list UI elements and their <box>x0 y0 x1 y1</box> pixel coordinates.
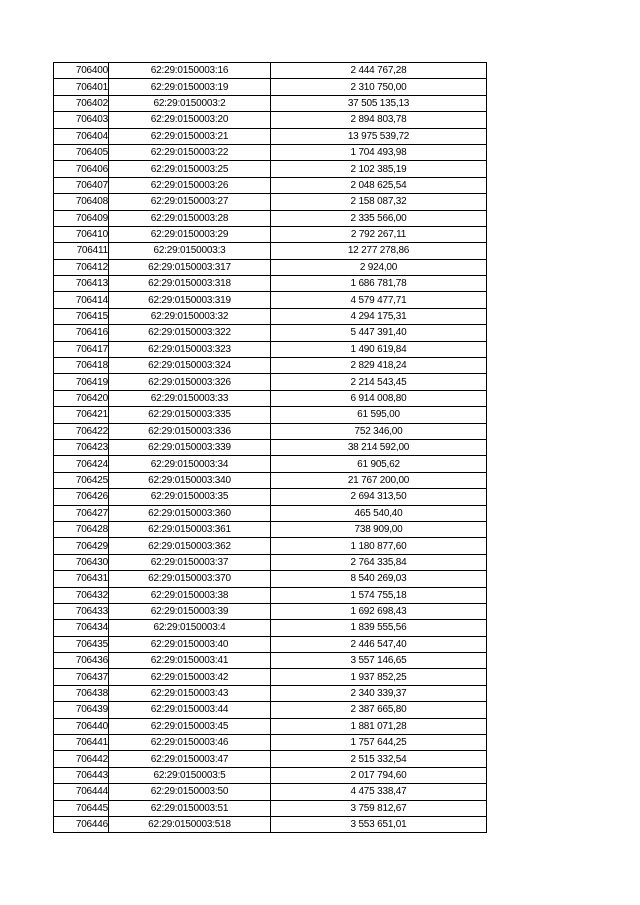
cadastral-value-cell: 2 310 750,00 <box>271 79 487 95</box>
cadastral-number-cell: 62:29:0150003:45 <box>109 718 271 734</box>
table-row <box>54 177 487 193</box>
cadastral-value-cell: 1 686 781,78 <box>271 276 487 292</box>
table-row <box>54 554 487 570</box>
cadastral-number-cell: 62:29:0150003:361 <box>109 521 271 537</box>
cadastral-value-cell: 4 475 338,47 <box>271 784 487 800</box>
cadastral-value-cell: 1 490 619,84 <box>271 341 487 357</box>
row-number-cell: 706403 <box>54 112 109 128</box>
table-row <box>54 620 487 636</box>
row-number-cell: 706427 <box>54 505 109 521</box>
table-row <box>54 423 487 439</box>
cadastral-value-cell: 2 694 313,50 <box>271 489 487 505</box>
cadastral-number-cell: 62:29:0150003:20 <box>109 112 271 128</box>
table-row <box>54 112 487 128</box>
cadastral-number-cell: 62:29:0150003:29 <box>109 226 271 242</box>
row-number-cell: 706420 <box>54 390 109 406</box>
cadastral-value-cell: 465 540,40 <box>271 505 487 521</box>
cadastral-value-cell: 4 579 477,71 <box>271 292 487 308</box>
cadastral-number-cell: 62:29:0150003:27 <box>109 194 271 210</box>
cadastral-value-cell: 38 214 592,00 <box>271 439 487 455</box>
table-row <box>54 95 487 111</box>
table-row <box>54 735 487 751</box>
cadastral-number-cell: 62:29:0150003:26 <box>109 177 271 193</box>
table-row <box>54 144 487 160</box>
row-number-cell: 706421 <box>54 407 109 423</box>
cadastral-value-cell: 61 595,00 <box>271 407 487 423</box>
cadastral-value-cell: 2 335 566,00 <box>271 210 487 226</box>
row-number-cell: 706439 <box>54 702 109 718</box>
cadastral-value-cell: 3 759 812,67 <box>271 800 487 816</box>
table-row <box>54 587 487 603</box>
cadastral-number-cell: 62:29:0150003:38 <box>109 587 271 603</box>
table-row <box>54 456 487 472</box>
row-number-cell: 706414 <box>54 292 109 308</box>
row-number-cell: 706407 <box>54 177 109 193</box>
cadastral-number-cell: 62:29:0150003:44 <box>109 702 271 718</box>
row-number-cell: 706413 <box>54 276 109 292</box>
table-row <box>54 243 487 259</box>
table-row <box>54 358 487 374</box>
cadastral-number-cell: 62:29:0150003:47 <box>109 751 271 767</box>
cadastral-value-cell: 738 909,00 <box>271 521 487 537</box>
cadastral-number-cell: 62:29:0150003:19 <box>109 79 271 95</box>
cadastral-number-cell: 62:29:0150003:41 <box>109 653 271 669</box>
table-row <box>54 784 487 800</box>
row-number-cell: 706412 <box>54 259 109 275</box>
cadastral-value-cell: 2 515 332,54 <box>271 751 487 767</box>
table-row <box>54 210 487 226</box>
table-row <box>54 276 487 292</box>
row-number-cell: 706406 <box>54 161 109 177</box>
cadastral-value-cell: 5 447 391,40 <box>271 325 487 341</box>
row-number-cell: 706428 <box>54 521 109 537</box>
table-row <box>54 521 487 537</box>
cadastral-value-cell: 1 704 493,98 <box>271 144 487 160</box>
cadastral-number-cell: 62:29:0150003:40 <box>109 636 271 652</box>
cadastral-value-cell: 1 839 555,56 <box>271 620 487 636</box>
table-row <box>54 538 487 554</box>
table-row <box>54 669 487 685</box>
row-number-cell: 706400 <box>54 63 109 79</box>
row-number-cell: 706441 <box>54 735 109 751</box>
cadastral-number-cell: 62:29:0150003:319 <box>109 292 271 308</box>
cadastral-number-cell: 62:29:0150003:3 <box>109 243 271 259</box>
cadastral-value-table <box>53 62 487 833</box>
table-row <box>54 63 487 79</box>
cadastral-value-cell: 1 937 852,25 <box>271 669 487 685</box>
row-number-cell: 706423 <box>54 439 109 455</box>
cadastral-number-cell: 62:29:0150003:39 <box>109 603 271 619</box>
cadastral-value-cell: 37 505 135,13 <box>271 95 487 111</box>
cadastral-number-cell: 62:29:0150003:360 <box>109 505 271 521</box>
row-number-cell: 706410 <box>54 226 109 242</box>
table-row <box>54 767 487 783</box>
cadastral-value-cell: 2 387 665,80 <box>271 702 487 718</box>
cadastral-value-cell: 1 757 644,25 <box>271 735 487 751</box>
cadastral-value-cell: 2 048 625,54 <box>271 177 487 193</box>
table-row <box>54 751 487 767</box>
cadastral-value-cell: 752 346,00 <box>271 423 487 439</box>
table-row <box>54 292 487 308</box>
table-row <box>54 816 487 832</box>
cadastral-number-cell: 62:29:0150003:317 <box>109 259 271 275</box>
cadastral-number-cell: 62:29:0150003:35 <box>109 489 271 505</box>
cadastral-value-cell: 2 446 547,40 <box>271 636 487 652</box>
table-row <box>54 702 487 718</box>
row-number-cell: 706415 <box>54 308 109 324</box>
cadastral-number-cell: 62:29:0150003:339 <box>109 439 271 455</box>
row-number-cell: 706425 <box>54 472 109 488</box>
cadastral-value-cell: 21 767 200,00 <box>271 472 487 488</box>
cadastral-number-cell: 62:29:0150003:25 <box>109 161 271 177</box>
cadastral-value-cell: 2 764 335,84 <box>271 554 487 570</box>
table-row <box>54 259 487 275</box>
cadastral-value-cell: 2 102 385,19 <box>271 161 487 177</box>
row-number-cell: 706404 <box>54 128 109 144</box>
row-number-cell: 706418 <box>54 358 109 374</box>
cadastral-value-cell: 2 017 794,60 <box>271 767 487 783</box>
cadastral-number-cell: 62:29:0150003:326 <box>109 374 271 390</box>
row-number-cell: 706442 <box>54 751 109 767</box>
table-row <box>54 636 487 652</box>
table-row <box>54 407 487 423</box>
row-number-cell: 706417 <box>54 341 109 357</box>
table-row <box>54 472 487 488</box>
table-row <box>54 128 487 144</box>
table-row <box>54 505 487 521</box>
row-number-cell: 706426 <box>54 489 109 505</box>
table-row <box>54 341 487 357</box>
row-number-cell: 706443 <box>54 767 109 783</box>
cadastral-value-cell: 61 905,62 <box>271 456 487 472</box>
cadastral-value-cell: 2 924,00 <box>271 259 487 275</box>
cadastral-number-cell: 62:29:0150003:43 <box>109 685 271 701</box>
cadastral-number-cell: 62:29:0150003:5 <box>109 767 271 783</box>
cadastral-value-cell: 1 881 071,28 <box>271 718 487 734</box>
cadastral-number-cell: 62:29:0150003:336 <box>109 423 271 439</box>
table-row <box>54 226 487 242</box>
row-number-cell: 706438 <box>54 685 109 701</box>
cadastral-number-cell: 62:29:0150003:51 <box>109 800 271 816</box>
cadastral-value-cell: 3 553 651,01 <box>271 816 487 832</box>
cadastral-value-cell: 12 277 278,86 <box>271 243 487 259</box>
cadastral-number-cell: 62:29:0150003:21 <box>109 128 271 144</box>
row-number-cell: 706429 <box>54 538 109 554</box>
cadastral-value-cell: 2 444 767,28 <box>271 63 487 79</box>
table-row <box>54 653 487 669</box>
cadastral-number-cell: 62:29:0150003:340 <box>109 472 271 488</box>
cadastral-number-cell: 62:29:0150003:322 <box>109 325 271 341</box>
cadastral-number-cell: 62:29:0150003:42 <box>109 669 271 685</box>
row-number-cell: 706424 <box>54 456 109 472</box>
row-number-cell: 706430 <box>54 554 109 570</box>
cadastral-value-cell: 2 829 418,24 <box>271 358 487 374</box>
cadastral-value-cell: 3 557 146,65 <box>271 653 487 669</box>
table-row <box>54 325 487 341</box>
row-number-cell: 706446 <box>54 816 109 832</box>
table-row <box>54 79 487 95</box>
row-number-cell: 706422 <box>54 423 109 439</box>
cadastral-number-cell: 62:29:0150003:46 <box>109 735 271 751</box>
table-row <box>54 439 487 455</box>
cadastral-number-cell: 62:29:0150003:37 <box>109 554 271 570</box>
cadastral-number-cell: 62:29:0150003:362 <box>109 538 271 554</box>
cadastral-value-cell: 8 540 269,03 <box>271 571 487 587</box>
cadastral-number-cell: 62:29:0150003:370 <box>109 571 271 587</box>
table-row <box>54 718 487 734</box>
row-number-cell: 706444 <box>54 784 109 800</box>
cadastral-number-cell: 62:29:0150003:34 <box>109 456 271 472</box>
cadastral-value-cell: 2 792 267,11 <box>271 226 487 242</box>
cadastral-number-cell: 62:29:0150003:323 <box>109 341 271 357</box>
row-number-cell: 706435 <box>54 636 109 652</box>
row-number-cell: 706434 <box>54 620 109 636</box>
table-body <box>54 63 487 833</box>
row-number-cell: 706445 <box>54 800 109 816</box>
cadastral-value-cell: 2 158 087,32 <box>271 194 487 210</box>
row-number-cell: 706408 <box>54 194 109 210</box>
table-row <box>54 603 487 619</box>
cadastral-value-cell: 1 574 755,18 <box>271 587 487 603</box>
cadastral-value-cell: 13 975 539,72 <box>271 128 487 144</box>
cadastral-value-cell: 1 692 698,43 <box>271 603 487 619</box>
table-row <box>54 489 487 505</box>
cadastral-number-cell: 62:29:0150003:518 <box>109 816 271 832</box>
row-number-cell: 706411 <box>54 243 109 259</box>
table-row <box>54 374 487 390</box>
table-row <box>54 800 487 816</box>
row-number-cell: 706436 <box>54 653 109 669</box>
table-row <box>54 161 487 177</box>
cadastral-number-cell: 62:29:0150003:318 <box>109 276 271 292</box>
cadastral-number-cell: 62:29:0150003:22 <box>109 144 271 160</box>
table-row <box>54 685 487 701</box>
cadastral-number-cell: 62:29:0150003:16 <box>109 63 271 79</box>
cadastral-number-cell: 62:29:0150003:4 <box>109 620 271 636</box>
table-row <box>54 390 487 406</box>
row-number-cell: 706432 <box>54 587 109 603</box>
row-number-cell: 706416 <box>54 325 109 341</box>
cadastral-value-cell: 2 214 543,45 <box>271 374 487 390</box>
table-row <box>54 308 487 324</box>
cadastral-value-cell: 4 294 175,31 <box>271 308 487 324</box>
cadastral-value-cell: 6 914 008,80 <box>271 390 487 406</box>
row-number-cell: 706433 <box>54 603 109 619</box>
cadastral-number-cell: 62:29:0150003:2 <box>109 95 271 111</box>
row-number-cell: 706431 <box>54 571 109 587</box>
table-row <box>54 194 487 210</box>
cadastral-number-cell: 62:29:0150003:335 <box>109 407 271 423</box>
row-number-cell: 706419 <box>54 374 109 390</box>
cadastral-number-cell: 62:29:0150003:324 <box>109 358 271 374</box>
cadastral-value-cell: 1 180 877,60 <box>271 538 487 554</box>
row-number-cell: 706437 <box>54 669 109 685</box>
row-number-cell: 706405 <box>54 144 109 160</box>
cadastral-number-cell: 62:29:0150003:50 <box>109 784 271 800</box>
cadastral-value-cell: 2 340 339,37 <box>271 685 487 701</box>
cadastral-number-cell: 62:29:0150003:33 <box>109 390 271 406</box>
row-number-cell: 706409 <box>54 210 109 226</box>
table-row <box>54 571 487 587</box>
row-number-cell: 706402 <box>54 95 109 111</box>
cadastral-number-cell: 62:29:0150003:32 <box>109 308 271 324</box>
row-number-cell: 706401 <box>54 79 109 95</box>
cadastral-number-cell: 62:29:0150003:28 <box>109 210 271 226</box>
row-number-cell: 706440 <box>54 718 109 734</box>
cadastral-value-cell: 2 894 803,78 <box>271 112 487 128</box>
